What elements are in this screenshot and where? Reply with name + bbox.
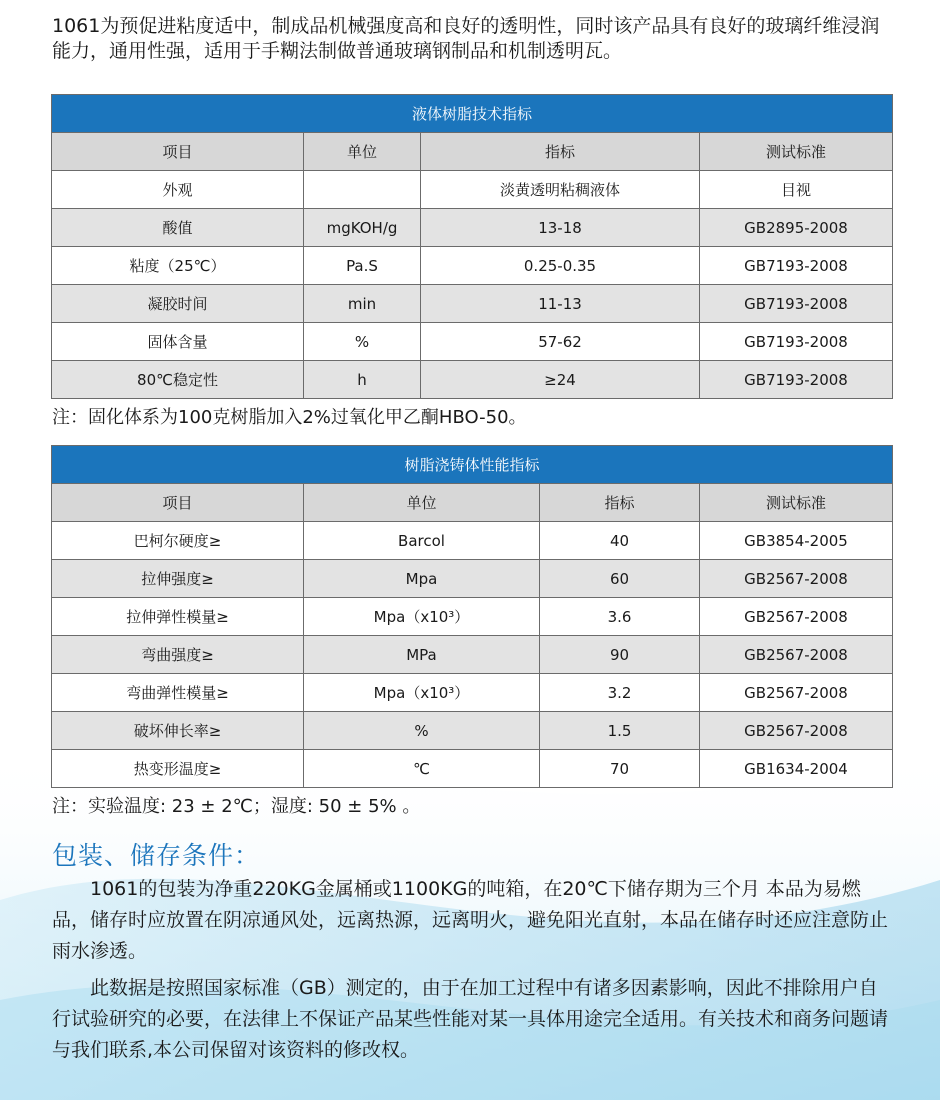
column-header-value: 指标 [421,133,700,171]
cell-item: 酸值 [52,209,304,247]
cell-item: 弯曲弹性模量≥ [52,674,304,712]
column-header-item: 项目 [52,484,304,522]
cell-standard: GB2567-2008 [700,636,893,674]
cell-unit: Mpa（x10³） [304,598,540,636]
cell-item: 破坏伸长率≥ [52,712,304,750]
cell-value: ≥24 [421,361,700,399]
cell-item: 凝胶时间 [52,285,304,323]
table-row [52,171,893,209]
cell-standard: GB7193-2008 [700,285,893,323]
column-header-item: 项目 [52,133,304,171]
cell-standard: GB7193-2008 [700,247,893,285]
cell-unit: ℃ [304,750,540,788]
table-title: 树脂浇铸体性能指标 [52,446,893,484]
cell-value: 90 [540,636,700,674]
cell-standard: 目视 [700,171,893,209]
cell-unit [304,171,421,209]
cell-item: 固体含量 [52,323,304,361]
table-row [52,522,893,560]
packaging-paragraph: 1061的包装为净重220KG金属桶或1100KG的吨箱，在20℃下储存期为三个月 本品为易燃品，储存时应放置在阴凉通风处，远离热源，远离明火，避免阳光直射，本品在储存时还应注意防止雨水渗透。 [52,878,889,962]
column-header-value: 指标 [540,484,700,522]
cell-value: 11-13 [421,285,700,323]
cell-item: 弯曲强度≥ [52,636,304,674]
cell-standard: GB2895-2008 [700,209,893,247]
cell-unit: Mpa [304,560,540,598]
cell-item: 拉伸强度≥ [52,560,304,598]
cell-value: 57-62 [421,323,700,361]
cell-standard: GB2567-2008 [700,598,893,636]
cell-value: 3.2 [540,674,700,712]
cell-item: 粘度（25℃） [52,247,304,285]
column-header-standard: 测试标准 [700,133,893,171]
table-row [52,560,893,598]
cell-unit: % [304,712,540,750]
cell-value: 淡黄透明粘稠液体 [421,171,700,209]
table-row [52,285,893,323]
cell-item: 拉伸弹性模量≥ [52,598,304,636]
table-row [52,598,893,636]
curing-note: 注：固化体系为100克树脂加入2%过氧化甲乙酮HBO-50。 [52,407,527,428]
column-header-standard: 测试标准 [700,484,893,522]
table-row [52,247,893,285]
cell-standard: GB2567-2008 [700,560,893,598]
cell-item: 80℃稳定性 [52,361,304,399]
table-row [52,361,893,399]
table-row [52,323,893,361]
cell-standard: GB7193-2008 [700,323,893,361]
cell-value: 40 [540,522,700,560]
cell-value: 0.25-0.35 [421,247,700,285]
liquid-resin-spec-table [51,94,893,399]
cell-item: 巴柯尔硬度≥ [52,522,304,560]
cell-unit: h [304,361,421,399]
cell-standard: GB3854-2005 [700,522,893,560]
table-row [52,674,893,712]
column-header-unit: 单位 [304,133,421,171]
column-header-unit: 单位 [304,484,540,522]
cell-value: 3.6 [540,598,700,636]
cell-standard: GB2567-2008 [700,712,893,750]
cell-unit: Barcol [304,522,540,560]
test-condition-note: 注：实验温度: 23 ± 2℃；湿度: 50 ± 5% 。 [52,796,421,817]
cell-unit: % [304,323,421,361]
table-row [52,636,893,674]
cell-value: 60 [540,560,700,598]
table-title: 液体树脂技术指标 [52,95,893,133]
table-row [52,750,893,788]
section-title: 包装、储存条件： [52,841,261,870]
cell-value: 13-18 [421,209,700,247]
cell-unit: min [304,285,421,323]
cell-unit: Pa.S [304,247,421,285]
cell-item: 热变形温度≥ [52,750,304,788]
intro-paragraph: 1061为预促进粘度适中，制成品机械强度高和良好的透明性，同时该产品具有良好的玻璃纤维浸润能力，通用性强，适用于手糊法制做普通玻璃钢制品和机制透明瓦。 [52,15,880,62]
cell-value: 70 [540,750,700,788]
cell-unit: MPa [304,636,540,674]
table-row [52,712,893,750]
cell-unit: mgKOH/g [304,209,421,247]
table-row [52,209,893,247]
cell-item: 外观 [52,171,304,209]
cell-standard: GB7193-2008 [700,361,893,399]
cell-unit: Mpa（x10³） [304,674,540,712]
cell-value: 1.5 [540,712,700,750]
cell-standard: GB1634-2004 [700,750,893,788]
cell-standard: GB2567-2008 [700,674,893,712]
disclaimer-paragraph: 此数据是按照国家标准（GB）测定的，由于在加工过程中有诸多因素影响，因此不排除用户自行试验研究的必要，在法律上不保证产品某些性能对某一具体用途完全适用。有关技术和商务问题请与我们联系,本公司保留对该资料的修改权。 [52,977,889,1061]
cast-resin-property-table [51,445,893,788]
